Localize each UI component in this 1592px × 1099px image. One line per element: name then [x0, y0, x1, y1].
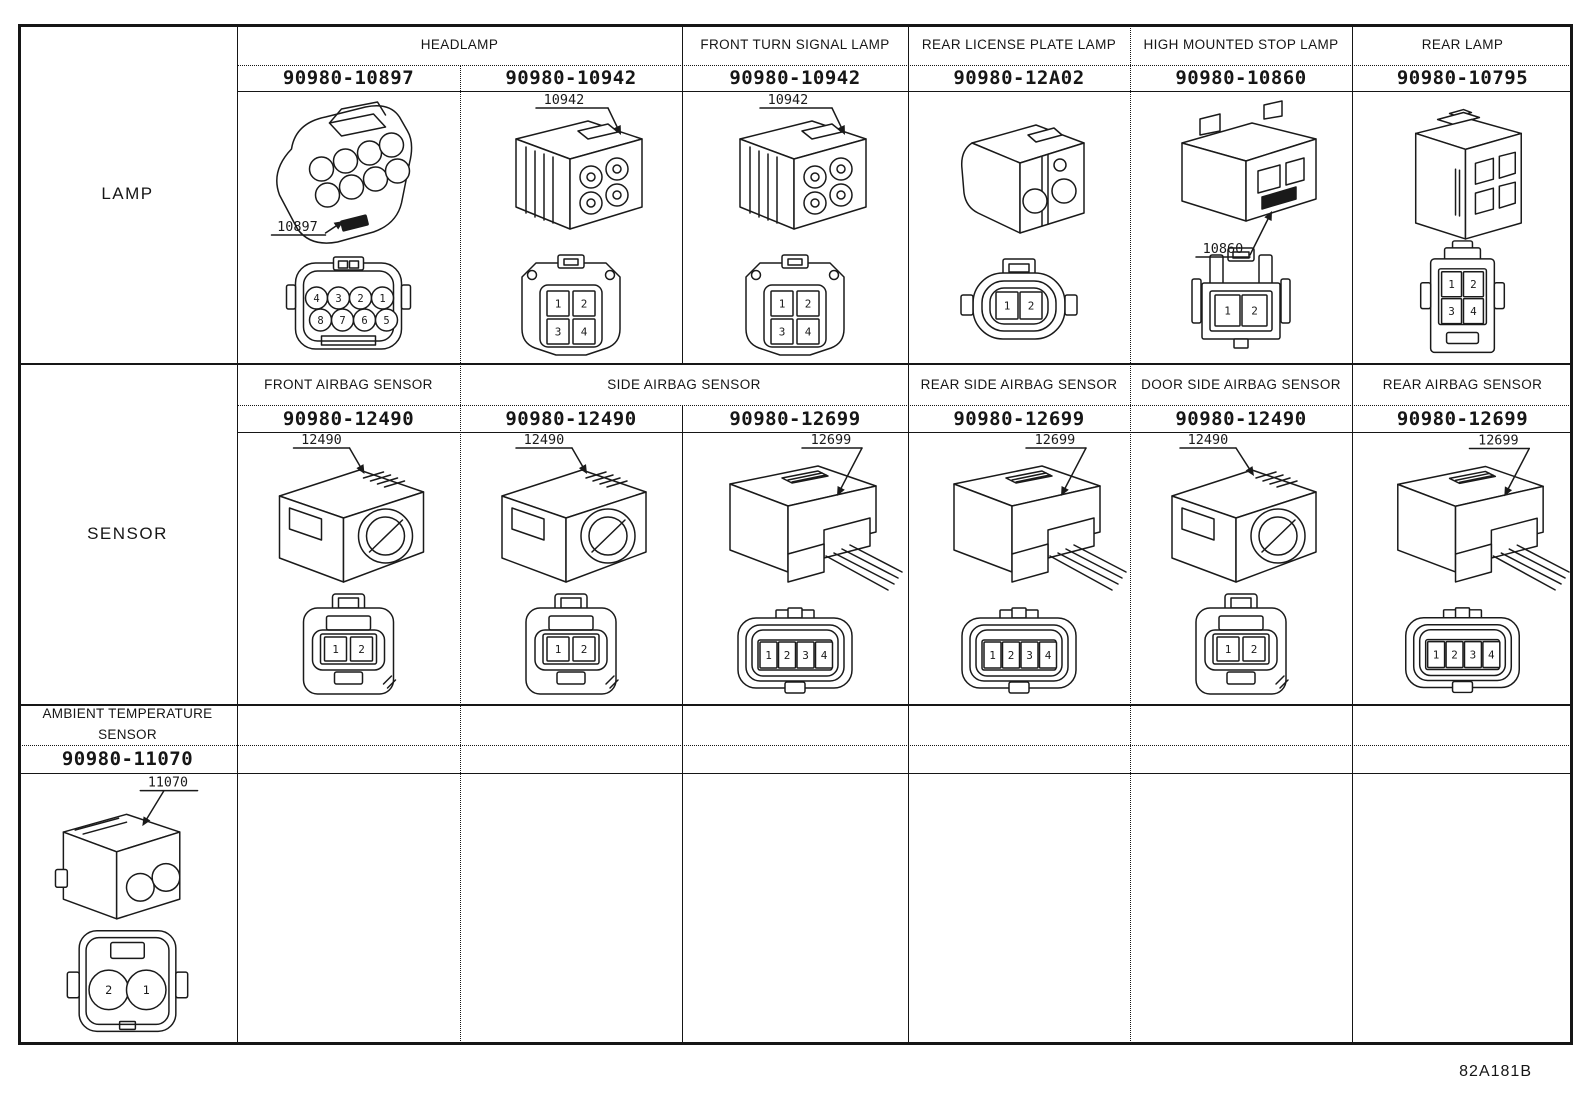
column-header-rear-license-plate-lamp: REAR LICENSE PLATE LAMP: [921, 37, 1117, 52]
svg-text:1: 1: [778, 297, 786, 311]
svg-text:7: 7: [339, 315, 346, 327]
ambient-label-line1: AMBIENT TEMPERATURE: [42, 706, 213, 722]
grid-hline: [18, 745, 1573, 746]
part-number-90980-10860: 90980-10860: [1175, 67, 1307, 89]
connector-cell-rear-side-airbag-sensor: [908, 432, 1130, 704]
connector-cell-side-airbag-sensor-b: [682, 432, 908, 704]
column-header-door-side-airbag-sensor: DOOR SIDE AIRBAG SENSOR: [1141, 376, 1341, 392]
connector-cell-rear-lamp: [1352, 91, 1573, 363]
part-number-90980-10795: 90980-10795: [1396, 67, 1529, 89]
row-label-ambient-temperature-sensor: [18, 704, 237, 745]
callout: [294, 432, 365, 474]
grid-hline: [18, 773, 1573, 774]
part-number-90980-10942: 90980-10942: [505, 67, 637, 89]
connector-3d-view: [740, 121, 866, 229]
connector-cell-ambient-temperature-sensor: [18, 773, 237, 1045]
svg-text:1: 1: [1224, 304, 1231, 318]
svg-text:3: 3: [1469, 648, 1477, 662]
svg-text:3: 3: [554, 325, 562, 339]
part-number-90980-12699: 90980-12699: [729, 407, 861, 430]
svg-text:2: 2: [357, 293, 364, 305]
connector-cell-high-mounted-stop-lamp: [1130, 91, 1352, 363]
svg-text:1: 1: [765, 649, 772, 662]
connector-illustration: [237, 91, 460, 363]
svg-text:3: 3: [335, 293, 342, 305]
svg-text:10942: 10942: [767, 92, 809, 108]
connector-front-view: [304, 594, 396, 694]
svg-text:1: 1: [142, 982, 150, 997]
connector-cell-headlamp-10942: [460, 91, 682, 363]
connector-front-view: [526, 594, 618, 694]
connector-cell-rear-airbag-sensor: [1352, 432, 1573, 704]
connector-illustration: [1352, 432, 1573, 704]
connector-3d-view: [1398, 466, 1569, 589]
connector-cell-rear-license-plate-lamp: [908, 91, 1130, 363]
svg-text:1: 1: [1003, 299, 1011, 313]
svg-text:10860: 10860: [1202, 241, 1244, 257]
part-number-90980-10897: 90980-10897: [282, 67, 415, 89]
connector-front-view: [1192, 248, 1290, 348]
ambient-label-line2: SENSOR: [98, 726, 157, 742]
row-label-sensor: SENSOR: [87, 523, 168, 543]
svg-text:11070: 11070: [147, 775, 188, 791]
svg-text:2: 2: [1007, 649, 1015, 662]
part-number-90980-10942: 90980-10942: [729, 67, 861, 89]
part-number-90980-12A02: 90980-12A02: [953, 67, 1085, 89]
svg-text:2: 2: [1451, 648, 1458, 662]
svg-text:2: 2: [1250, 643, 1258, 656]
connector-front-view: [962, 608, 1076, 693]
connector-front-view: [961, 259, 1077, 339]
svg-text:3: 3: [1448, 305, 1455, 319]
connector-3d-view: [1416, 110, 1522, 239]
svg-text:2: 2: [1251, 304, 1258, 318]
connector-front-view: [1196, 594, 1288, 694]
connector-illustration: [18, 773, 237, 1045]
connector-illustration: [237, 432, 460, 704]
svg-text:2: 2: [1027, 299, 1035, 313]
svg-text:4: 4: [1044, 649, 1052, 662]
connector-3d-view: [962, 125, 1084, 233]
svg-text:2: 2: [105, 982, 113, 997]
callout: [1180, 432, 1254, 476]
column-header-headlamp: HEADLAMP: [420, 37, 499, 52]
connector-front-view: [1406, 608, 1519, 693]
connector-front-view: [1421, 241, 1505, 352]
svg-text:5: 5: [383, 315, 390, 327]
svg-text:10897: 10897: [277, 219, 318, 235]
svg-text:2: 2: [580, 643, 588, 656]
column-header-rear-side-airbag-sensor: REAR SIDE AIRBAG SENSOR: [920, 376, 1118, 392]
svg-text:1: 1: [1448, 278, 1455, 292]
connector-illustration: [908, 91, 1130, 363]
part-number-90980-12490: 90980-12490: [505, 407, 637, 430]
column-header-front-turn-signal-lamp: FRONT TURN SIGNAL LAMP: [700, 37, 890, 52]
column-header-rear-lamp: REAR LAMP: [1421, 37, 1504, 52]
part-number-90980-12699: 90980-12699: [1396, 407, 1529, 430]
connector-3d-view: [502, 470, 646, 582]
part-number-90980-12699: 90980-12699: [953, 407, 1085, 430]
figure-code: 82A181B: [1459, 1063, 1532, 1080]
connector-cell-front-airbag-sensor: [237, 432, 460, 704]
connector-3d-view: [954, 466, 1126, 590]
svg-text:1: 1: [554, 297, 562, 311]
svg-text:12490: 12490: [523, 432, 565, 448]
row-label-lamp: LAMP: [101, 183, 154, 203]
svg-text:3: 3: [802, 649, 809, 662]
part-number-90980-12490: 90980-12490: [1175, 407, 1307, 430]
svg-text:2: 2: [804, 297, 812, 311]
connector-3d-view: [1172, 470, 1316, 582]
connector-3d-view: [280, 470, 424, 582]
svg-text:1: 1: [332, 643, 339, 656]
svg-text:2: 2: [580, 297, 588, 311]
callout: [140, 776, 197, 826]
connector-illustration: [460, 432, 682, 704]
connector-front-view: [746, 255, 844, 355]
svg-text:4: 4: [1488, 648, 1495, 662]
svg-text:4: 4: [804, 325, 812, 339]
connector-cell-side-airbag-sensor-a: [460, 432, 682, 704]
connector-3d-view: [1182, 101, 1316, 221]
svg-text:2: 2: [1470, 278, 1477, 292]
svg-text:12699: 12699: [1034, 432, 1076, 448]
connector-cell-door-side-airbag-sensor: [1130, 432, 1352, 704]
svg-text:1: 1: [379, 293, 386, 305]
svg-text:4: 4: [580, 325, 588, 339]
column-header-high-mounted-stop-lamp: HIGH MOUNTED STOP LAMP: [1143, 37, 1339, 52]
connector-3d-view: [730, 466, 902, 590]
connector-illustration: [682, 91, 908, 363]
svg-text:2: 2: [358, 643, 365, 656]
svg-text:4: 4: [820, 649, 828, 662]
connector-cell-headlamp-10897: [237, 91, 460, 363]
connector-illustration: [1130, 432, 1352, 704]
connector-illustration: [1352, 91, 1573, 363]
grid-hline: [18, 704, 1573, 706]
callout: [516, 432, 587, 474]
part-number-90980-11070: 90980-11070: [61, 748, 194, 770]
column-header-rear-airbag-sensor: REAR AIRBAG SENSOR: [1382, 376, 1543, 392]
svg-text:4: 4: [313, 293, 320, 305]
svg-text:12699: 12699: [1478, 433, 1519, 449]
svg-text:1: 1: [989, 649, 996, 662]
svg-text:1: 1: [1432, 648, 1440, 662]
connector-cell-front-turn-signal-lamp: [682, 91, 908, 363]
svg-text:3: 3: [778, 325, 786, 339]
svg-text:8: 8: [317, 315, 324, 327]
svg-text:3: 3: [1026, 649, 1033, 662]
svg-text:12490: 12490: [1187, 432, 1229, 448]
connector-illustration: [460, 91, 682, 363]
column-header-side-airbag-sensor: SIDE AIRBAG SENSOR: [607, 376, 761, 392]
svg-text:2: 2: [783, 649, 791, 662]
connector-front-view: [67, 931, 187, 1032]
part-number-90980-12490: 90980-12490: [282, 407, 415, 430]
connector-illustration: [682, 432, 908, 704]
svg-text:10942: 10942: [543, 92, 585, 108]
connector-front-view: [287, 257, 411, 349]
connector-3d-view: [55, 814, 179, 919]
connector-illustration: [908, 432, 1130, 704]
connector-3d-view: [516, 121, 642, 229]
connector-illustration: [1130, 91, 1352, 363]
column-header-front-airbag-sensor: FRONT AIRBAG SENSOR: [264, 376, 433, 392]
svg-text:6: 6: [361, 315, 368, 327]
svg-text:12490: 12490: [301, 432, 342, 448]
connector-front-view: [522, 255, 620, 355]
connector-front-view: [738, 608, 852, 693]
svg-text:12699: 12699: [810, 432, 852, 448]
svg-text:1: 1: [1224, 643, 1232, 656]
svg-text:4: 4: [1470, 305, 1477, 319]
svg-text:1: 1: [554, 643, 562, 656]
